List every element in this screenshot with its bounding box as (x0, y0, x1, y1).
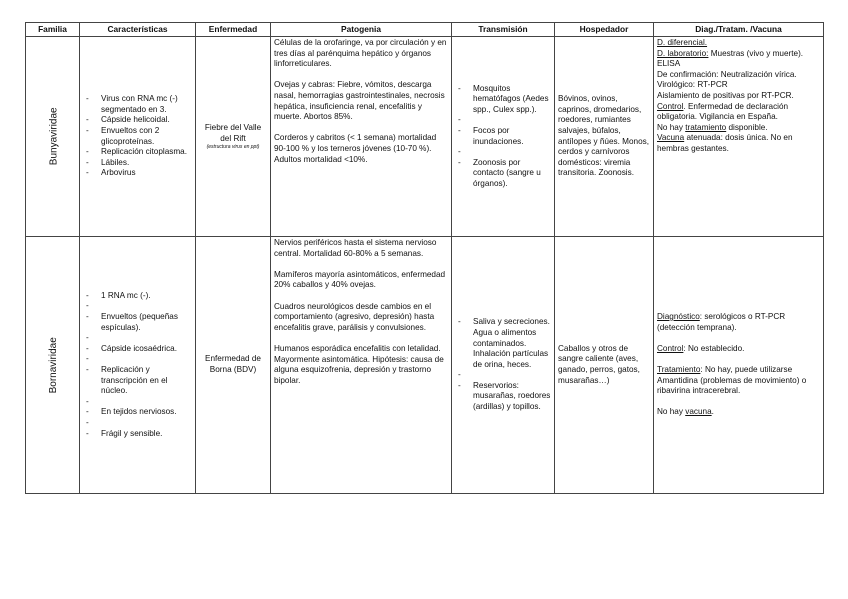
header-cell: Enfermedad (196, 23, 271, 37)
table-row (26, 237, 824, 494)
paragraph: Corderos y cabritos (< 1 semana) mortalidad 90-100 % y los terneros jóvenes (10-70 %). Adultos mortalidad <10%. (274, 133, 437, 164)
diagnosis-cell (654, 237, 824, 494)
disease-cell (196, 37, 271, 237)
header-cell: Patogenia (271, 23, 452, 37)
list-item: - Reservorios: musarañas, roedores (ardillas) y topillos. (455, 381, 551, 413)
paragraph: Nervios periféricos hasta el sistema nervioso central. Mortalidad 60-80% a 5 semanas. (274, 238, 437, 258)
transmission-cell (452, 237, 555, 494)
text-treatment-pre: No hay (657, 122, 686, 132)
header-cell: Familia (26, 23, 80, 37)
paragraph: Humanos esporádica encefalitis con letalidad. Mayormente asintomática. Hipótesis: causa de alguna esquizofrenia, depresión y trastorno bipolar. (274, 343, 444, 385)
label-treatment: tratamiento (685, 122, 727, 132)
list-item: - Frágil y sensible. (83, 429, 192, 440)
paragraph: Cuadros neurológicos desde cambios en el comportamiento (agresivo, depresión) hasta encefalitis grave, parálisis y convulsiones. (274, 301, 435, 332)
text-vaccine: . (711, 407, 714, 417)
family-name: Bornaviridae (47, 336, 59, 394)
list-item: - Envueltos con 2 glicoproteínas. (83, 126, 192, 147)
disease-name: Fiebre del Valle del Rift (204, 122, 262, 143)
text-treatment: disponible. (726, 122, 768, 132)
header-row (26, 23, 824, 37)
transmission-cell (452, 37, 555, 237)
list-item: - Zoonosis por contacto (sangre u órganos). (455, 158, 551, 190)
text-vaccine-pre: No hay (657, 407, 686, 417)
list-item: - Focos por inundaciones. (455, 126, 551, 147)
list-item: - Replicación y transcripción en el núcleo. (83, 365, 192, 397)
list-item: - Virus con RNA mc (-) segmentado en 3. (83, 94, 192, 115)
text-vaccine: atenuada: dosis única. No en hembras gestantes. (657, 133, 793, 153)
diagnosis-cell (654, 37, 824, 237)
text-control: . Enfermedad de declaración obligatoria. Vigilancia en España. (657, 101, 789, 122)
family-cell (26, 237, 80, 494)
list-item: - Cápside icosaédrica. (83, 344, 192, 355)
text-elisa: ELISA (657, 59, 681, 69)
label-control: Control (657, 343, 684, 353)
table-row (26, 37, 824, 237)
header-cell: Características (80, 23, 196, 37)
label-control: Control (657, 101, 684, 111)
list-item: - En tejidos nerviosos. (83, 407, 192, 418)
label-differential: D. diferencial. (657, 38, 708, 47)
list-item: - Arbovirus (83, 168, 192, 179)
label-vaccine: Vacuna (657, 133, 685, 143)
disease-note: (estructura virus en ppt) (206, 144, 260, 151)
paragraph: Ovejas y cabras: Fiebre, vómitos, descarga nasal, hemorragias gastrointestinales, necrosis hepática, insuficiencia renal, encefalitis y muerte. Abortos 85%. (274, 80, 445, 122)
list-item: - Mosquitos hematófagos (Aedes spp., Culex spp.). (455, 84, 551, 116)
label-laboratory: D. laboratorio: (657, 48, 709, 58)
characteristics-cell (80, 37, 196, 237)
paragraph: Células de la orofaringe, va por circulación y en tres días al parénquima hepático y órganos linforreticulares. (274, 38, 447, 69)
text-treatment: : No hay, puede utilizarse Amantidina (problemas de movimiento) o ribavirina intracerebral. (657, 365, 807, 396)
list-item: - 1 RNA mc (-). (83, 291, 192, 302)
family-cell (26, 37, 80, 237)
header-cell: Diag./Tratam. /Vacuna (654, 23, 824, 37)
virus-table (25, 22, 824, 494)
disease-cell: Enfermedad de Borna (BDV) (196, 237, 271, 494)
label-vaccine: vacuna (685, 407, 712, 417)
text-diagnosis: : serológicos o RT-PCR (detección temprana). (657, 312, 786, 332)
list-item: - Cápside helicoidal. (83, 115, 192, 126)
text-virologic: Virológico: RT-PCR (657, 80, 728, 90)
header-cell: Transmisión (452, 23, 555, 37)
pathogenesis-cell (271, 237, 452, 494)
list-item: - Saliva y secreciones. Agua o alimentos contaminados. Inhalación partículas de orina, heces. (455, 317, 551, 370)
text-laboratory: Muestras (vivo y muerte). (708, 48, 804, 58)
list-item: - Replicación citoplasma. (83, 147, 192, 158)
list-item: - Envueltos (pequeñas espículas). (83, 312, 192, 333)
host-cell: Caballos y otros de sangre caliente (aves, ganado, perros, gatos, musarañas…) (555, 237, 654, 494)
text-confirmation: De confirmación: Neutralización vírica. (657, 69, 797, 79)
characteristics-cell (80, 237, 196, 494)
paragraph: Mamíferos mayoría asintomáticos, enfermedad 20% caballos y 40% ovejas. (274, 269, 446, 290)
label-treatment: Tratamiento (657, 365, 701, 374)
header-cell: Hospedador (555, 23, 654, 37)
text-control: : No establecido. (683, 343, 745, 353)
label-diagnosis: Diagnóstico (657, 312, 700, 322)
family-name: Bunyaviridae (48, 107, 60, 166)
pathogenesis-cell (271, 37, 452, 237)
text-isolation: Aislamiento de positivas por RT-PCR. (657, 90, 794, 100)
list-item: - Lábiles. (83, 158, 192, 169)
host-cell: Bóvinos, ovinos, caprinos, dromedarios, roedores, rumiantes salvajes, búfalos, antílopes y ñúes. Monos, cerdos y carnívoros domésticos: viremia transitoria. Zoonosis. (555, 37, 654, 237)
